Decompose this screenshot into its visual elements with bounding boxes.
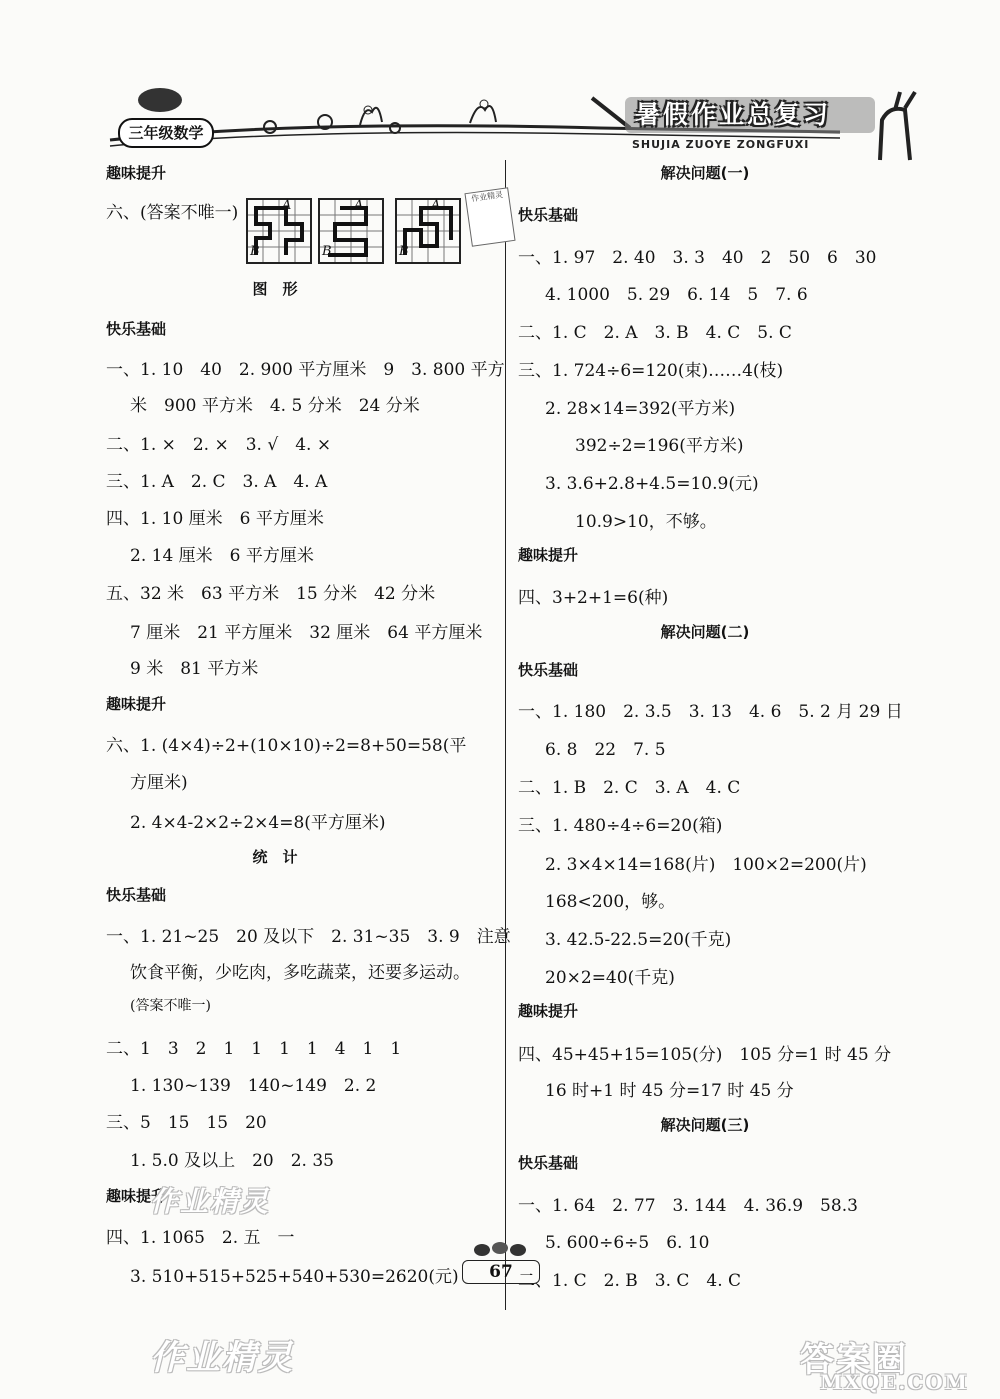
- corner-watermark-title: 答案圈: [800, 1340, 908, 1380]
- grid-label-b: B: [322, 244, 332, 259]
- answer-line: 2. 14 厘米 6 平方厘米: [130, 546, 314, 566]
- answer-line: 3. 3.6+2.8+4.5=10.9(元): [545, 474, 759, 494]
- section-heading: 趣味提升: [518, 546, 579, 564]
- watermark: 作业精灵: [150, 1338, 294, 1378]
- answer-line: 16 时+1 时 45 分=17 时 45 分: [545, 1081, 794, 1101]
- series-pinyin: SHUJIA ZUOYE ZONGFUXI: [632, 138, 810, 151]
- answer-line: 二、1. B 2. C 3. A 4. C: [518, 778, 741, 798]
- watermark: 作业精灵: [150, 1185, 271, 1218]
- section-heading: 趣味提升: [518, 1002, 579, 1020]
- path-grid: [318, 198, 384, 264]
- answer-line: 三、1. 480÷4÷6=20(箱): [518, 816, 723, 836]
- footer-decoration: [470, 1238, 530, 1260]
- grade-badge: 三年级数学: [118, 118, 214, 148]
- answer-line: 四、1. 10 厘米 6 平方厘米: [106, 509, 324, 529]
- answer-line: 方厘米): [130, 773, 188, 793]
- answer-line: 一、1. 10 40 2. 900 平方厘米 9 3. 800 平方: [106, 360, 505, 380]
- corner-watermark-logo: [780, 1340, 990, 1395]
- answer-line: 1. 5.0 及以上 20 2. 35: [130, 1151, 334, 1171]
- answer-line: 3. 510+515+525+540+530=2620(元): [130, 1267, 459, 1287]
- answer-line: 1. 130~139 140~149 2. 2: [130, 1076, 377, 1096]
- answer-line: 六、(答案不唯一): [106, 203, 239, 223]
- section-heading: 快乐基础: [518, 1154, 579, 1172]
- section-heading: 快乐基础: [106, 320, 167, 338]
- answer-line: 四、3+2+1=6(种): [518, 588, 669, 608]
- corner-watermark-url: MXQE.COM: [820, 1370, 969, 1394]
- stamp: 作业精灵: [464, 187, 515, 247]
- answer-line: 一、1. 21~25 20 及以下 2. 31~35 3. 9 注意: [106, 927, 511, 947]
- answer-line: 三、5 15 15 20: [106, 1113, 267, 1133]
- answer-line: 一、1. 180 2. 3.5 3. 13 4. 6 5. 2 月 29 日: [518, 702, 903, 722]
- series-title: 暑假作业总复习: [635, 100, 832, 129]
- answer-line: 168<200，够。: [545, 892, 676, 912]
- answer-line: 二、1. C 2. A 3. B 4. C 5. C: [518, 323, 792, 343]
- section-heading: 快乐基础: [518, 206, 579, 224]
- answer-line: 5. 600÷6÷5 6. 10: [545, 1233, 710, 1253]
- answer-line: 五、32 米 63 平方米 15 分米 42 分米: [106, 584, 436, 604]
- column-divider: [505, 160, 506, 1310]
- answer-line: 米 900 平方米 4. 5 分米 24 分米: [130, 396, 420, 416]
- page-number: 67: [462, 1260, 540, 1284]
- answer-line: 3. 42.5-22.5=20(千克): [545, 930, 732, 950]
- grid-label-b: B: [250, 244, 260, 259]
- answer-line: 饮食平衡，少吃肉，多吃蔬菜，还要多运动。: [130, 963, 470, 983]
- answer-line: 二、1. × 2. × 3. √ 4. ×: [106, 435, 332, 455]
- grid-label-a: A: [282, 198, 292, 213]
- answer-line: 二、1. C 2. B 3. C 4. C: [518, 1271, 742, 1291]
- section-heading: 快乐基础: [106, 886, 167, 904]
- answer-line: 2. 4×4-2×2÷2×4=8(平方厘米): [130, 813, 386, 833]
- answer-line: 三、1. A 2. C 3. A 4. A: [106, 472, 328, 492]
- page-header: [0, 0, 1000, 165]
- answer-line: 四、1. 1065 2. 五 一: [106, 1228, 295, 1248]
- section-heading: 快乐基础: [518, 661, 579, 679]
- answer-line: 20×2=40(千克): [545, 968, 675, 988]
- answer-line: (答案不唯一): [130, 998, 211, 1014]
- answer-line: 9 米 81 平方米: [130, 659, 259, 679]
- answer-line: 10.9>10，不够。: [575, 512, 717, 532]
- section-title: 图 形: [252, 280, 298, 298]
- grid-label-b: B: [399, 244, 409, 259]
- answer-line: 6. 8 22 7. 5: [545, 740, 666, 760]
- section-heading: 趣味提升: [106, 1187, 167, 1205]
- answer-line: 三、1. 724÷6=120(束)……4(枝): [518, 361, 784, 381]
- section-heading: 趣味提升: [106, 695, 167, 713]
- section-heading: 趣味提升: [106, 164, 167, 182]
- path-grid: [246, 198, 312, 264]
- answer-line: 2. 28×14=392(平方米): [545, 399, 736, 419]
- path-grid: [395, 198, 461, 264]
- answer-line: 一、1. 97 2. 40 3. 3 40 2 50 6 30: [518, 248, 877, 268]
- answer-line: 二、1 3 2 1 1 1 1 4 1 1: [106, 1039, 402, 1059]
- grid-label-a: A: [431, 198, 441, 213]
- section-title: 解决问题(一): [660, 164, 750, 182]
- answer-line: 四、45+45+15=105(分) 105 分=1 时 45 分: [518, 1045, 892, 1065]
- answer-line: 2. 3×4×14=168(片) 100×2=200(片): [545, 855, 867, 875]
- section-title: 解决问题(二): [660, 623, 750, 641]
- answer-line: 7 厘米 21 平方厘米 32 厘米 64 平方厘米: [130, 623, 483, 643]
- answer-line: 4. 1000 5. 29 6. 14 5 7. 6: [545, 285, 808, 305]
- answer-line: 一、1. 64 2. 77 3. 144 4. 36.9 58.3: [518, 1196, 858, 1216]
- grid-label-a: A: [354, 198, 364, 213]
- answer-line: 392÷2=196(平方米): [575, 436, 744, 456]
- section-title: 统 计: [252, 848, 298, 866]
- section-title: 解决问题(三): [660, 1116, 750, 1134]
- answer-line: 六、1. (4×4)÷2+(10×10)÷2=8+50=58(平: [106, 736, 467, 756]
